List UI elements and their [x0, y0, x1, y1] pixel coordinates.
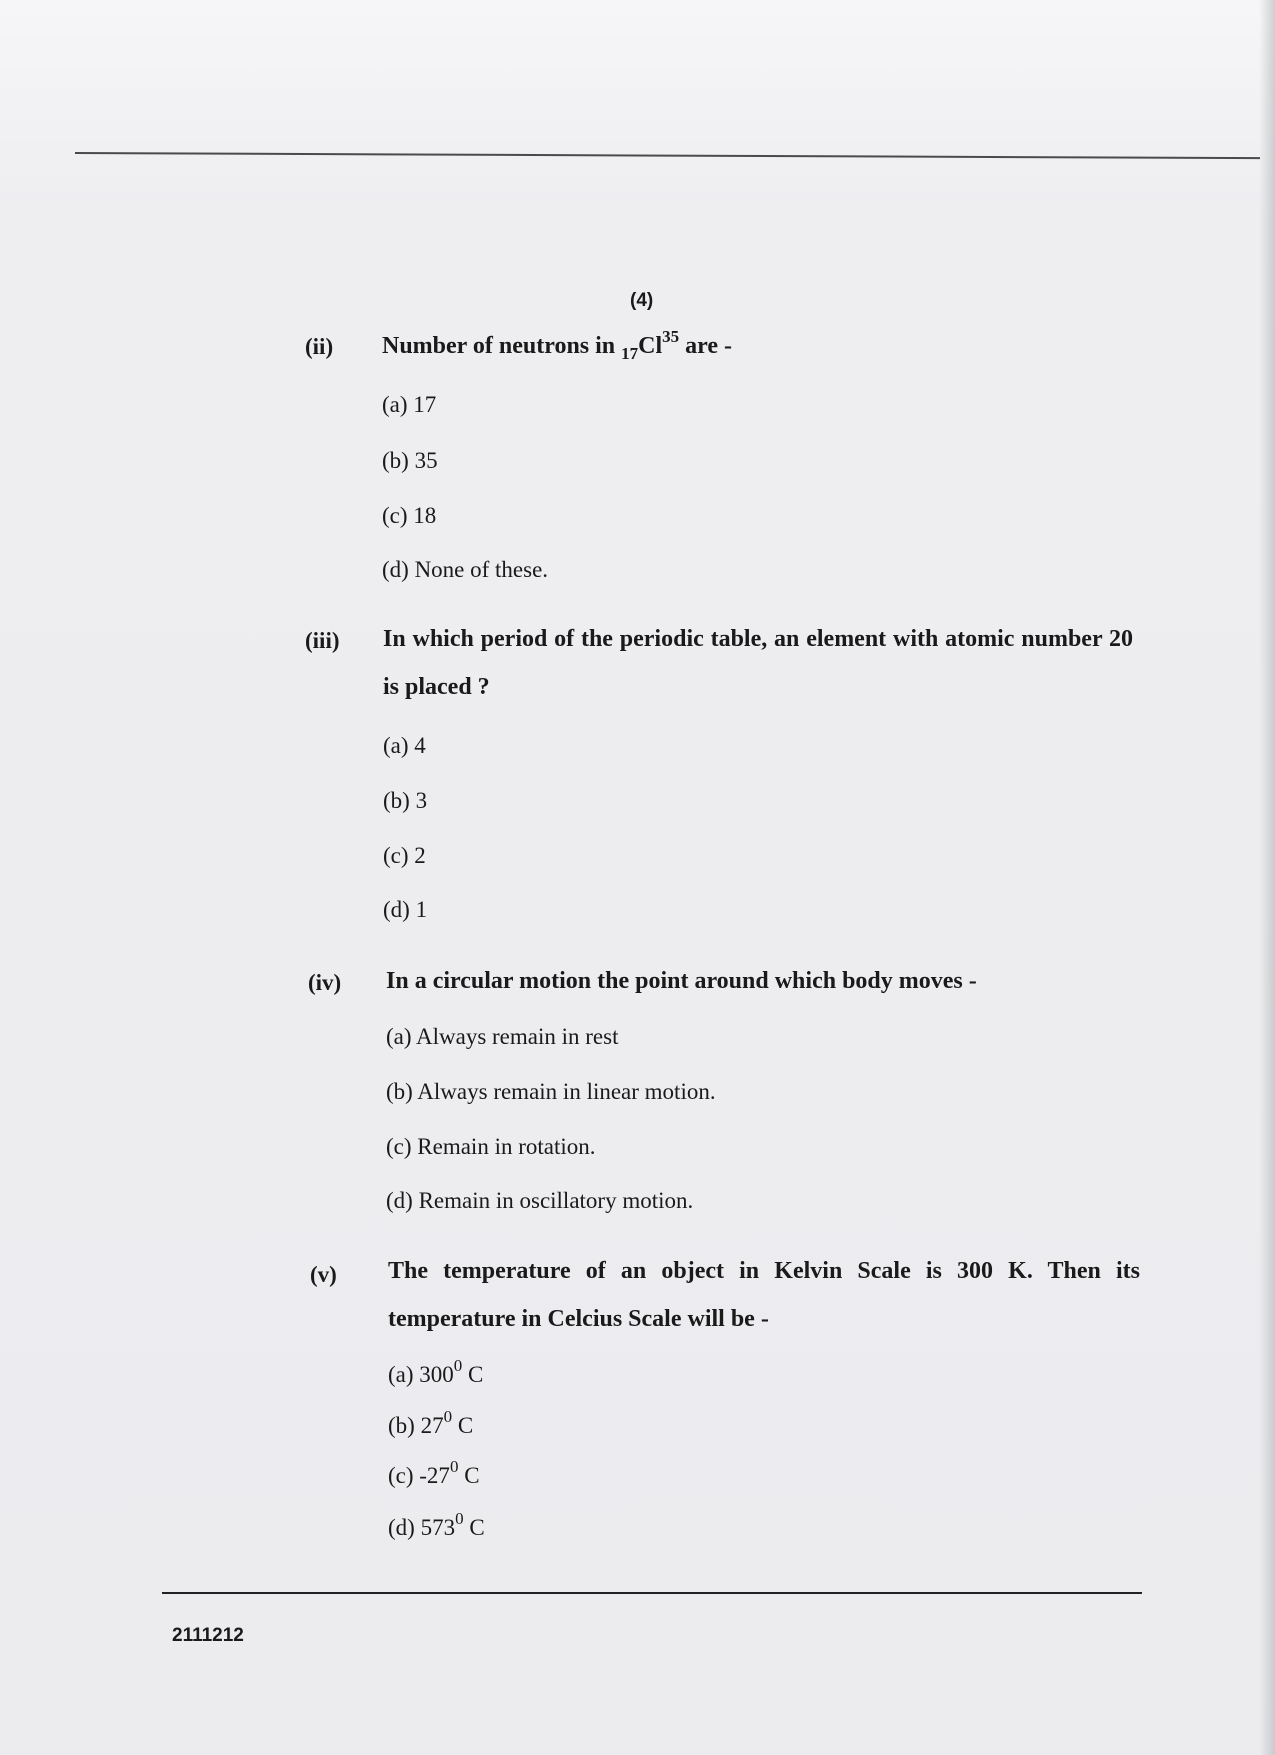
- degree-superscript: 0: [449, 1457, 459, 1476]
- degree-superscript: 0: [453, 1356, 463, 1375]
- option: (c) Remain in rotation.: [386, 1134, 596, 1159]
- option: (d) None of these.: [382, 557, 549, 582]
- option: (d) 1: [383, 897, 428, 922]
- option-unit: C: [469, 1515, 485, 1540]
- question-text: In which period of the periodic table, an element with atomic number 20 is placed ?: [383, 626, 1133, 700]
- question-text-pre: Number of neutrons in: [382, 333, 622, 359]
- degree-superscript: 0: [443, 1407, 453, 1426]
- option: [388, 1356, 484, 1388]
- option-unit: C: [468, 1362, 484, 1387]
- option-value: (c) -27: [388, 1463, 450, 1488]
- question-text: The temperature of an object in Kelvin Scale is 300 K. Then its temperature in Celcius Scale will be -: [388, 1258, 1140, 1332]
- option: (a) Always remain in rest: [386, 1024, 619, 1049]
- top-rule: [75, 152, 1260, 159]
- option: (c) 18: [382, 503, 437, 528]
- element-symbol: Cl: [638, 333, 663, 359]
- question-number: (v): [310, 1262, 337, 1287]
- option-value: (d) 573: [388, 1515, 456, 1540]
- option: (b) 3: [383, 788, 428, 813]
- option: [388, 1457, 480, 1489]
- option: (b) 35: [382, 448, 438, 473]
- question-text: In a circular motion the point around which body moves -: [386, 968, 977, 994]
- option: [388, 1509, 485, 1541]
- option: (a) 17: [382, 392, 437, 417]
- option-value: (a) 300: [388, 1362, 454, 1387]
- option: [388, 1407, 474, 1439]
- option-unit: C: [457, 1413, 474, 1438]
- option-unit: C: [464, 1463, 480, 1488]
- degree-superscript: 0: [455, 1509, 464, 1528]
- question-number: (iv): [308, 970, 342, 995]
- question-number: (iii): [305, 628, 340, 653]
- option: (c) 2: [383, 843, 426, 868]
- question-text-post: are -: [679, 333, 733, 359]
- paper-code: 2111212: [172, 1625, 244, 1646]
- option: (b) Always remain in linear motion.: [386, 1079, 716, 1104]
- mass-number-superscript: 35: [662, 327, 680, 346]
- option: (a) 4: [383, 733, 426, 758]
- option-value: (b) 27: [388, 1413, 444, 1438]
- page-number: (4): [630, 290, 654, 311]
- question-number: (ii): [305, 334, 334, 359]
- atomic-number-subscript: 17: [621, 344, 639, 363]
- bottom-rule: [162, 1592, 1142, 1594]
- question-text: [382, 322, 1162, 372]
- page-edge-shadow: [1259, 0, 1275, 1755]
- option: (d) Remain in oscillatory motion.: [386, 1188, 694, 1213]
